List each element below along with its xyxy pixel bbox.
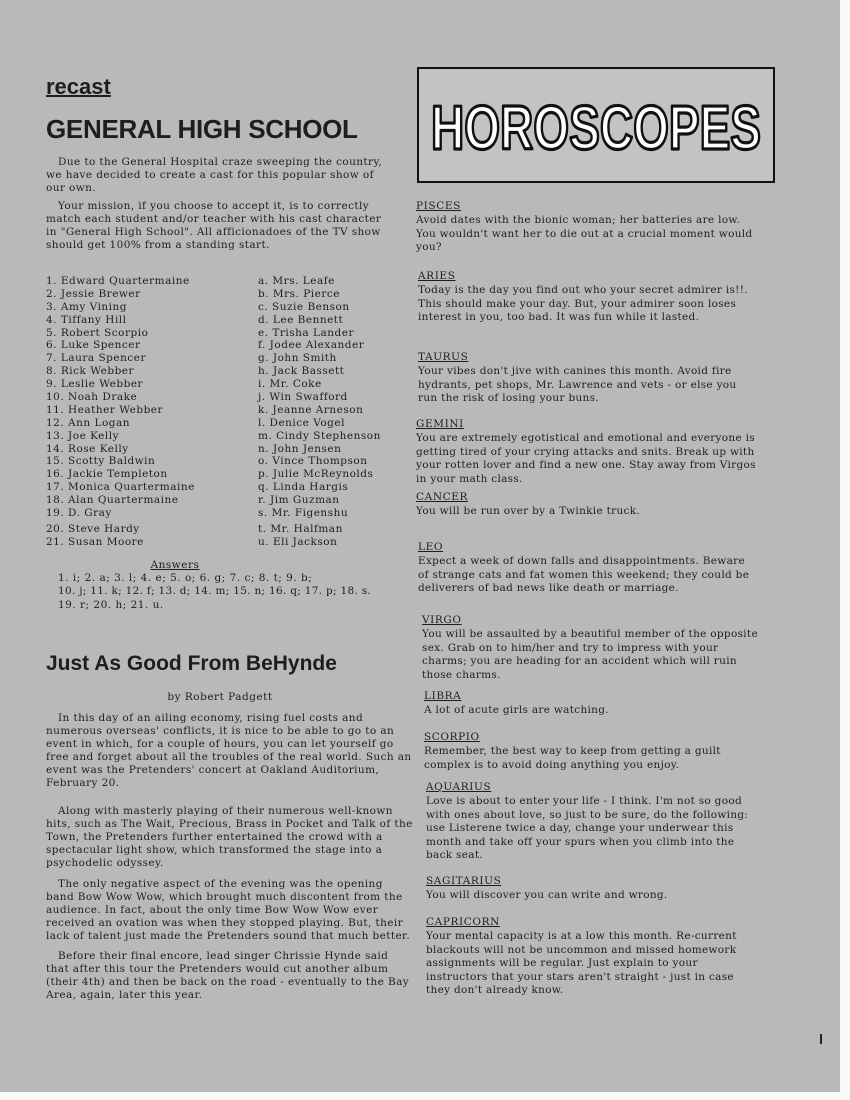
list-item: c. Suzie Benson xyxy=(258,300,350,313)
sign-heading: PISCES xyxy=(416,200,461,212)
list-item: s. Mr. Figenshu xyxy=(258,507,349,520)
sign-text: You will be assaulted by a beautiful member of the opposite sex. Grab on to him/her and try to impress with your charms; you are heading for an accident which will ruin those charms. xyxy=(422,628,758,681)
list-item: j. Win Swafford xyxy=(258,391,348,404)
sign-heading: SCORPIO xyxy=(424,731,480,743)
list-item: 12. Ann Logan xyxy=(46,416,131,429)
horoscopes-banner-art xyxy=(419,69,773,181)
list-item: k. Jeanne Arneson xyxy=(258,403,364,416)
sign-heading: TAURUS xyxy=(418,351,469,363)
answers-heading: Answers xyxy=(150,559,200,571)
answers-line: 1. i; 2. a; 3. l; 4. e; 5. o; 6. g; 7. c; 8. t; 9. b; xyxy=(58,572,313,584)
list-item: h. Jack Bassett xyxy=(258,365,345,378)
list-item: 1. Edward Quartermaine xyxy=(46,275,190,287)
sign-text: Your vibes don't jive with canines this month. Avoid fire hydrants, pet shops, Mr. Lawrence and vets - or else you run the risk of losing your buns. xyxy=(418,365,737,404)
sign-text: Remember, the best way to keep from getting a guilt complex is to avoid doing anything you enjoy. xyxy=(424,745,721,771)
horoscope-aries xyxy=(418,270,756,325)
horoscope-leo xyxy=(418,541,756,596)
list-item: 6. Luke Spencer xyxy=(46,339,141,352)
sign-heading: VIRGO xyxy=(422,614,462,626)
horoscopes-banner xyxy=(417,67,775,183)
answers-line: 19. r; 20. h; 21. u. xyxy=(58,599,164,611)
recast-title: GENERAL HIGH SCHOOL xyxy=(46,114,358,144)
list-item: 5. Robert Scorpio xyxy=(46,326,149,339)
sign-heading: SAGITARIUS xyxy=(426,875,502,887)
horoscope-aquarius xyxy=(426,781,760,863)
sign-heading: LIBRA xyxy=(424,690,462,702)
list-item: e. Trisha Lander xyxy=(258,326,354,339)
article-paragraph: In this day of an ailing economy, rising fuel costs and numerous overseas' conflicts, it is nice to be able to go to an event in which, for a couple of hours, you can let yourself go free and forget about all the troubles of the real world. Such an event was the Pretenders' concert at Oakland Auditorium, February 20. xyxy=(46,712,412,789)
list-item: 21. Susan Moore xyxy=(46,535,144,548)
sign-heading: AQUARIUS xyxy=(426,781,492,793)
sign-heading: GEMINI xyxy=(416,418,464,430)
sign-heading: CANCER xyxy=(416,491,469,503)
horoscopes-banner-text: HOROSCOPES xyxy=(431,94,761,163)
sign-text: Your mental capacity is at a low this month. Re-current blackouts will not be uncommon and missed homework assignments will be regular. Just explain to your instructors that your stars aren't straight - just in case they don't already know. xyxy=(426,930,737,996)
list-item: 15. Scotty Baldwin xyxy=(46,455,156,468)
sign-text: You will discover you can write and wrong. xyxy=(426,889,668,901)
sign-text: Today is the day you find out who your secret admirer is!!. This should make your day. But, your admirer soon loses interest in you, too bad. It was fun while it lasted. xyxy=(418,284,748,323)
article-paragraph: Along with masterly playing of their numerous well-known hits, such as The Wait, Precious, Brass in Pocket and Talk of the Town, the Pretenders further entertained the crowd with a spectacular light show, which transformed the stage into a psychodelic odyssey. xyxy=(46,805,413,869)
list-item: l. Denice Vogel xyxy=(258,416,345,429)
list-item: 3. Amy Vining xyxy=(46,300,128,313)
horoscope-pisces xyxy=(416,200,756,255)
list-item: r. Jim Guzman xyxy=(258,494,340,507)
sign-text: A lot of acute girls are watching. xyxy=(424,704,609,716)
list-item: o. Vince Thompson xyxy=(258,455,368,468)
list-item: f. Jodee Alexander xyxy=(258,339,365,352)
horoscope-scorpio xyxy=(424,731,758,772)
list-item: 11. Heather Webber xyxy=(46,403,164,416)
horoscope-capricorn xyxy=(426,916,760,998)
list-item: 19. D. Gray xyxy=(46,507,112,520)
answers-line: 10. j; 11. k; 12. f; 13. d; 14. m; 15. n; 16. q; 17. p; 18. s. xyxy=(58,585,372,597)
article-paragraph: Before their final encore, lead singer Chrissie Hynde said that after this tour the Pretenders would cut another album (their 4th) and then be back on the road - eventually to the Bay Area, again, later this year. xyxy=(46,950,410,1001)
list-item: u. Eli Jackson xyxy=(258,535,338,548)
recast-intro-1: Due to the General Hospital craze sweeping the country, we have decided to create a cast for this popular show of our own. xyxy=(46,156,383,194)
list-item: 2. Jessie Brewer xyxy=(46,287,141,300)
list-item: 13. Joe Kelly xyxy=(46,429,120,442)
list-item: 18. Alan Quartermaine xyxy=(46,494,179,507)
character-list xyxy=(46,275,246,549)
list-item: 10. Noah Drake xyxy=(46,391,138,404)
list-item: 8. Rick Webber xyxy=(46,365,135,378)
article-title: Just As Good From BeHynde xyxy=(46,652,337,675)
list-item: 14. Rose Kelly xyxy=(46,442,129,455)
list-item: 4. Tiffany Hill xyxy=(46,313,127,326)
list-item: 7. Laura Spencer xyxy=(46,352,146,365)
article-byline: by Robert Padgett xyxy=(167,691,273,703)
sign-heading: CAPRICORN xyxy=(426,916,500,928)
list-item: 9. Leslie Webber xyxy=(46,378,144,391)
horoscope-virgo xyxy=(422,614,758,682)
sign-heading: LEO xyxy=(418,541,444,553)
people-list xyxy=(258,275,408,549)
list-item: p. Julie McReynolds xyxy=(258,468,374,481)
list-item: q. Linda Hargis xyxy=(258,481,349,494)
recast-intro-2: Your mission, if you choose to accept it, is to correctly match each student and/or teacher with his cast character in "General High School". All afficionadoes of the TV show should get 100% from a standing start. xyxy=(46,200,382,251)
list-item: g. John Smith xyxy=(258,352,337,365)
list-item: t. Mr. Halfman xyxy=(258,522,343,535)
list-item: m. Cindy Stephenson xyxy=(258,429,381,442)
horoscope-libra xyxy=(424,690,758,718)
sign-text: Expect a week of down falls and disappointments. Beware of strange cats and fat women this weekend; they could be deliverers of bad news like death or marriage. xyxy=(418,555,750,594)
horoscope-gemini xyxy=(416,418,756,486)
horoscope-sagitarius xyxy=(426,875,760,903)
list-item: i. Mr. Coke xyxy=(258,378,322,391)
list-item: 17. Monica Quartermaine xyxy=(46,481,195,494)
sign-text: You will be run over by a Twinkie truck. xyxy=(416,505,640,517)
list-item: a. Mrs. Leafe xyxy=(258,275,335,287)
horoscope-taurus xyxy=(418,351,756,406)
horoscope-cancer xyxy=(416,491,756,519)
page-mark xyxy=(820,1034,822,1044)
list-item: 20. Steve Hardy xyxy=(46,522,140,535)
article-paragraph: The only negative aspect of the evening was the opening band Bow Wow Wow, which brought much discontent from the audience. In fact, about the only time Bow Wow Wow ever received an ovation was when they stopped playing. But, their lack of talent just made the Pretenders sound that much better. xyxy=(46,878,411,942)
sign-text: You are extremely egotistical and emotional and everyone is getting tired of your crying attacks and snits. Break up with your rotten lover and find a new one. Stay away from Virgos in your math class. xyxy=(416,432,756,485)
sign-text: Avoid dates with the bionic woman; her batteries are low. You wouldn't want her to die out at a crucial moment would you? xyxy=(416,214,753,253)
sign-heading: ARIES xyxy=(418,270,456,282)
list-item: d. Lee Bennett xyxy=(258,313,344,326)
list-item: n. John Jensen xyxy=(258,442,342,455)
recast-kicker: recast xyxy=(46,74,111,99)
sign-text: Love is about to enter your life - I think. I'm not so good with ones about love, so just to be sure, do the following: use Listerene twice a day, change your underwear this month and take off your spurs when you climb into the back seat. xyxy=(426,795,749,861)
list-item: b. Mrs. Pierce xyxy=(258,287,340,300)
list-item: 16. Jackie Templeton xyxy=(46,468,168,481)
